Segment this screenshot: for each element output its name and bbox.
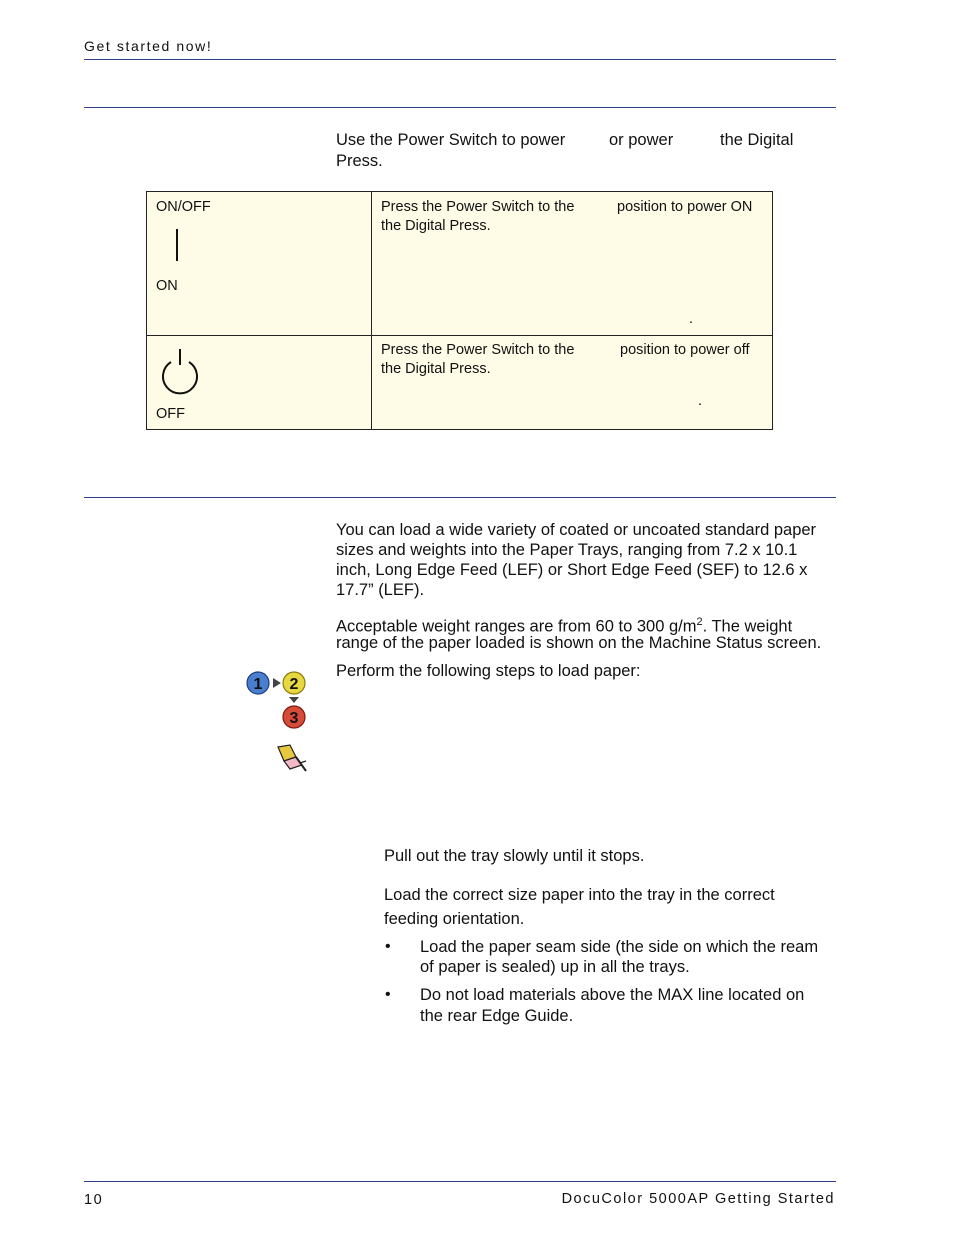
table-column-divider bbox=[371, 192, 372, 429]
intro-line-1c: the Digital bbox=[720, 131, 794, 149]
table-row-divider bbox=[147, 335, 772, 336]
intro-line-1a: Use the Power Switch to power bbox=[336, 131, 566, 149]
paper-para-line-4: 17.7” (LEF). bbox=[336, 581, 425, 599]
row2-desc-part1: Press the Power Switch to the bbox=[381, 342, 575, 358]
power-off-icon bbox=[159, 348, 201, 396]
note-pencil-icon bbox=[276, 743, 308, 773]
weight-text-a: Acceptable weight ranges are from 60 to 300 g/m bbox=[336, 617, 697, 636]
steps-intro: Perform the following steps to load paper: bbox=[336, 662, 641, 680]
document-title: DocuColor 5000AP Getting Started bbox=[561, 1191, 835, 1207]
on-label: ON bbox=[156, 278, 178, 294]
step-pull-tray: Pull out the tray slowly until it stops. bbox=[384, 847, 645, 865]
weight-para-line-2: range of the paper loaded is shown on the Machine Status screen. bbox=[336, 634, 822, 652]
bullet-2-line-2: the rear Edge Guide. bbox=[420, 1007, 574, 1025]
step-load-line-1: Load the correct size paper into the tray in the correct bbox=[384, 886, 775, 904]
section-rule-1 bbox=[84, 107, 836, 108]
power-switch-table bbox=[146, 191, 773, 430]
intro-line-1b: or power bbox=[609, 131, 674, 149]
bullet-2-line-1: Do not load materials above the MAX line located on bbox=[420, 986, 805, 1004]
paper-para-line-1: You can load a wide variety of coated or uncoated standard paper bbox=[336, 521, 817, 539]
weight-superscript: 2 bbox=[696, 616, 703, 628]
row2-desc-line2: the Digital Press. bbox=[381, 361, 491, 377]
step-load-line-2: feeding orientation. bbox=[384, 910, 525, 928]
numbered-steps-icon bbox=[246, 670, 308, 730]
page-number: 10 bbox=[84, 1192, 104, 1208]
paper-para-line-3: inch, Long Edge Feed (LEF) or Short Edge Feed (SEF) to 12.6 x bbox=[336, 561, 808, 579]
row1-desc-part1: Press the Power Switch to the bbox=[381, 199, 575, 215]
bullet-marker-2: • bbox=[385, 986, 391, 1003]
header-rule bbox=[84, 59, 836, 60]
power-on-bar-icon bbox=[176, 229, 178, 261]
weight-text-b: . The weight bbox=[702, 617, 793, 636]
footer-rule bbox=[84, 1181, 836, 1182]
on-off-label: ON/OFF bbox=[156, 199, 211, 215]
paper-para-line-2: sizes and weights into the Paper Trays, ranging from 7.2 x 10.1 bbox=[336, 541, 798, 559]
bullet-1-line-1: Load the paper seam side (the side on which the ream bbox=[420, 938, 819, 956]
off-label: OFF bbox=[156, 406, 185, 422]
running-header: Get started now! bbox=[84, 38, 213, 54]
row1-trailing-dot: . bbox=[689, 311, 694, 327]
row2-trailing-dot: . bbox=[698, 393, 703, 409]
intro-line-2: Press. bbox=[336, 152, 383, 170]
step-number-1: 1 bbox=[253, 676, 263, 693]
row1-desc-part2: position to power ON bbox=[617, 199, 753, 215]
step-number-3: 3 bbox=[289, 710, 299, 727]
row2-desc-part2: position to power off bbox=[620, 342, 750, 358]
step-number-2: 2 bbox=[289, 676, 299, 693]
bullet-marker-1: • bbox=[385, 938, 391, 955]
bullet-1-line-2: of paper is sealed) up in all the trays. bbox=[420, 958, 690, 976]
section-rule-2 bbox=[84, 497, 836, 498]
row1-desc-line2: the Digital Press. bbox=[381, 218, 491, 234]
